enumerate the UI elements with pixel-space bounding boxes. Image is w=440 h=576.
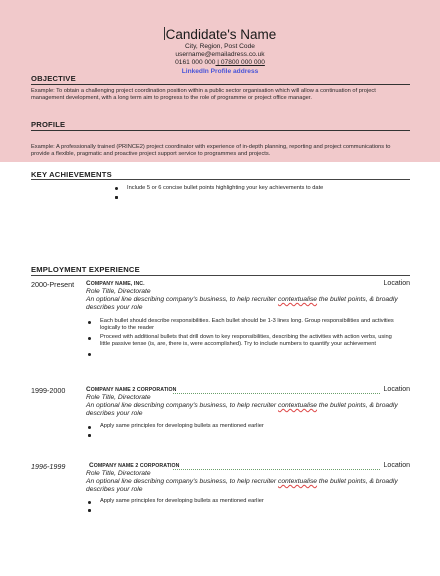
achievements-rule bbox=[31, 179, 410, 180]
profile-title: PROFILE bbox=[31, 120, 66, 129]
email-line[interactable]: username@emailadress.co.uk bbox=[175, 51, 265, 59]
job-entry-3 bbox=[31, 462, 410, 528]
objective-title: OBJECTIVE bbox=[31, 74, 76, 83]
objective-rule bbox=[31, 84, 410, 85]
company-name: COMPANY NAME 2 CORPORATION bbox=[89, 462, 180, 469]
company-name: COMPANY NAME, INC. bbox=[86, 280, 145, 287]
job-bullets bbox=[86, 318, 401, 350]
experience-title: EMPLOYMENT EXPERIENCE bbox=[31, 265, 140, 274]
list-item[interactable]: Include 5 or 6 concise bullet points highlighting your key achievements to date bbox=[113, 184, 413, 193]
job-entry-2 bbox=[31, 386, 410, 446]
list-item[interactable]: Apply same principles for developing bullets as mentioned earlier bbox=[86, 498, 401, 505]
linkedin-link[interactable]: LinkedIn Profile address bbox=[181, 67, 259, 75]
phone-line: 0161 000 000 | 07800 000 000 bbox=[175, 59, 265, 67]
candidate-name[interactable]: Candidate's Name bbox=[165, 27, 277, 42]
achievements-title: KEY ACHIEVEMENTS bbox=[31, 170, 112, 179]
job-date: 1996-1999 bbox=[31, 462, 66, 471]
job-location: Location bbox=[383, 462, 410, 469]
job-entry-1 bbox=[31, 280, 410, 370]
job-bullets bbox=[86, 423, 401, 431]
job-date: 2000-Present bbox=[31, 280, 75, 289]
location-line: City, Region, Post Code bbox=[185, 43, 255, 50]
job-location: Location bbox=[383, 280, 410, 287]
list-item[interactable]: Proceed with additional bullets that drill down to key responsibilities, describing the activities with action verbs, using little passive tense (is, are, there is, were accomplished). Try to include numbers to quantify your achievement bbox=[86, 334, 401, 349]
company-description[interactable]: An optional line describing company's business, to help recruiter contextualise the bullet points, & broadly describes your role bbox=[86, 478, 398, 494]
company-name: COMPANY NAME 2 CORPORATION bbox=[86, 386, 177, 393]
role-title: Role Title, Directorate bbox=[86, 394, 151, 401]
objective-text[interactable]: Example: To obtain a challenging project coordination position within a public sector organisation which will allow a continuation of project management development, with a long term aim to progress to the role of programme or project office manager. bbox=[31, 88, 376, 102]
job-bullets bbox=[86, 498, 401, 506]
role-title: Role Title, Directorate bbox=[86, 470, 151, 477]
experience-rule bbox=[31, 275, 410, 276]
list-item[interactable]: Apply same principles for developing bullets as mentioned earlier bbox=[86, 423, 401, 430]
role-title: Role Title, Directorate bbox=[86, 288, 151, 295]
text-cursor bbox=[164, 27, 165, 40]
job-date: 1999-2000 bbox=[31, 386, 66, 395]
spellcheck-underline bbox=[173, 393, 380, 394]
spellcheck-underline bbox=[173, 469, 380, 470]
contact-header bbox=[0, 27, 440, 76]
list-item[interactable]: Each bullet should describe responsibilities. Each bullet should be 1-3 lines long. Group responsibilities and activities logically to the reader bbox=[86, 318, 401, 333]
profile-text[interactable]: Example: A professionally trained (PRINCE2) project coordinator with experience of in-depth planning, reporting and project communications to provide a flexible, pragmatic and proactive project support service to programmes and projects. bbox=[31, 144, 391, 158]
achievements-list bbox=[113, 184, 413, 193]
company-description[interactable]: An optional line describing company's business, to help recruiter contextualise the bullet points, & broadly describes your role bbox=[86, 296, 398, 312]
profile-rule bbox=[31, 130, 410, 131]
company-description[interactable]: An optional line describing company's business, to help recruiter contextualise the bullet points, & broadly describes your role bbox=[86, 402, 398, 418]
job-location: Location bbox=[383, 386, 410, 393]
